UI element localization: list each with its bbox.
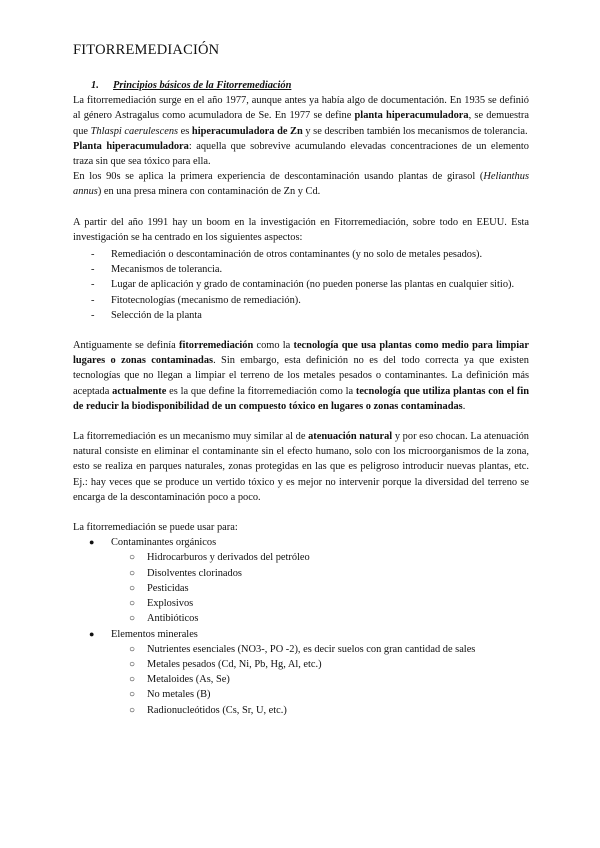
list-item: - Fitotecnologías (mecanismo de remediación). (73, 293, 529, 308)
text-run: . Sin embargo, esta definición no es del todo correcta ya que existen tecnologías que no llegan a limpiar el terreno de los metales pesados o contaminantes. La definición más aceptada (73, 355, 529, 397)
bold-term: tecnología que utiliza plantas con el fin de reducir la biodisponibilidad de un compuesto tóxico en lugares o zonas contaminadas (73, 385, 529, 412)
sublist-item: ○ Nutrientes esenciales (NO3-, PO -2), es decir suelos con gran cantidad de sales (111, 642, 529, 657)
sublist-item: ○ Explosivos (111, 596, 529, 611)
page-title: FITORREMEDIACIÓN (73, 42, 220, 58)
sublist-item: ○ No metales (B) (111, 687, 529, 702)
list-item: - Remediación o descontaminación de otros contaminantes (y no solo de metales pesados). (73, 247, 529, 262)
paragraph-natural-attenuation (73, 429, 529, 505)
text-run: La fitorremediación surge en el año 1977, aunque antes ya había algo de documentación. En 1935 se definió al género Astragalus como acumuladora de Se. En 1977 se define (73, 95, 529, 122)
text-run: y se describen también los mecanismos de tolerancia. (302, 125, 528, 137)
text-run: es la que define la fitorremediación como la (166, 385, 356, 397)
paragraph-boom: A partir del año 1991 hay un boom en la investigación en Fitorremediación, sobre todo en EEUU. Esta investigación se ha centrado en los siguientes aspectos: (73, 216, 529, 243)
text-run: ) en una presa minera con contaminación de Zn y Cd. (97, 186, 321, 198)
bold-term: tecnología que usa plantas como medio para limpiar lugares o zonas contaminadas (73, 340, 529, 367)
section-number: 1. (91, 80, 99, 91)
uses-list (73, 535, 529, 717)
bold-term: planta hiperacumuladora (354, 110, 469, 122)
sublist-item: ○ Metales pesados (Cd, Ni, Pb, Hg, Al, etc.) (111, 657, 529, 672)
species-name: Helianthus annus (73, 171, 529, 198)
sublist-item: ○ Disolventes clorinados (111, 566, 529, 581)
text-run: : aquella que sobrevive acumulando elevadas concentraciones de un elemento traza sin que sea tóxico para ella. (73, 140, 529, 168)
text-run: Antiguamente se definía (73, 340, 179, 352)
sublist-item: ○ Antibióticos (111, 611, 529, 626)
aspects-list (73, 247, 529, 323)
list-item (73, 627, 529, 718)
text-run: En los 90s se aplica la primera experiencia de descontaminación usando plantas de girasol ( (73, 171, 484, 183)
section-title: Principios básicos de la Fitorremediación (113, 80, 292, 91)
sublist-item: ○ Metaloides (As, Se) (111, 672, 529, 687)
text-run: , se demuestra que (73, 110, 530, 137)
species-name: Thlaspi caerulescens (90, 125, 179, 137)
section-heading (73, 78, 529, 93)
document-body (73, 78, 529, 718)
sublist-item: ○ Hidrocarburos y derivados del petróleo (111, 550, 529, 565)
list-item-label: Elementos minerales (111, 628, 198, 640)
text-run: y por eso chocan. La atenuación natural consiste en eliminar el contaminante sin el efecto humano, solo con los microorganismos de la zona, esto se realiza en parques naturales, zonas protegidas en las que es peligroso introducir nuevas plantas, etc. Ej.: hay veces que se produce un vertido tóxico y es mejor no intervenir porque la diversidad del terreno se encarga de la descontaminación poco a poco. (73, 431, 529, 503)
paragraph-definition (73, 139, 529, 169)
bold-term: fitorremediación (179, 340, 254, 352)
paragraph-sunflower (73, 169, 529, 199)
bold-term: Planta hiperacumuladora (73, 140, 189, 152)
sublist (111, 642, 529, 718)
paragraph-history (73, 93, 529, 139)
bold-term: actualmente (112, 385, 167, 397)
text-run: es (178, 125, 192, 137)
bold-term: hiperacumuladora de Zn (191, 125, 303, 137)
list-item-label: Contaminantes orgánicos (111, 537, 217, 549)
paragraph-old-definition (73, 338, 529, 414)
sublist-item: ○ Radionucleótidos (Cs, Sr, U, etc.) (111, 703, 529, 718)
bold-term: atenuación natural (308, 431, 393, 443)
sublist-item: ○ Pesticidas (111, 581, 529, 596)
sublist (111, 550, 529, 626)
list-item: - Mecanismos de tolerancia. (73, 262, 529, 277)
list-item: - Lugar de aplicación y grado de contaminación (no pueden ponerse las plantas en cualquier sitio). (73, 277, 529, 292)
paragraph-uses-intro: La fitorremediación se puede usar para: (73, 522, 238, 534)
text-run: La fitorremediación es un mecanismo muy similar al de (73, 431, 309, 443)
list-item (73, 535, 529, 626)
text-run: como la (253, 340, 294, 352)
list-item: - Selección de la planta (73, 308, 529, 323)
text-run: . (462, 400, 466, 412)
